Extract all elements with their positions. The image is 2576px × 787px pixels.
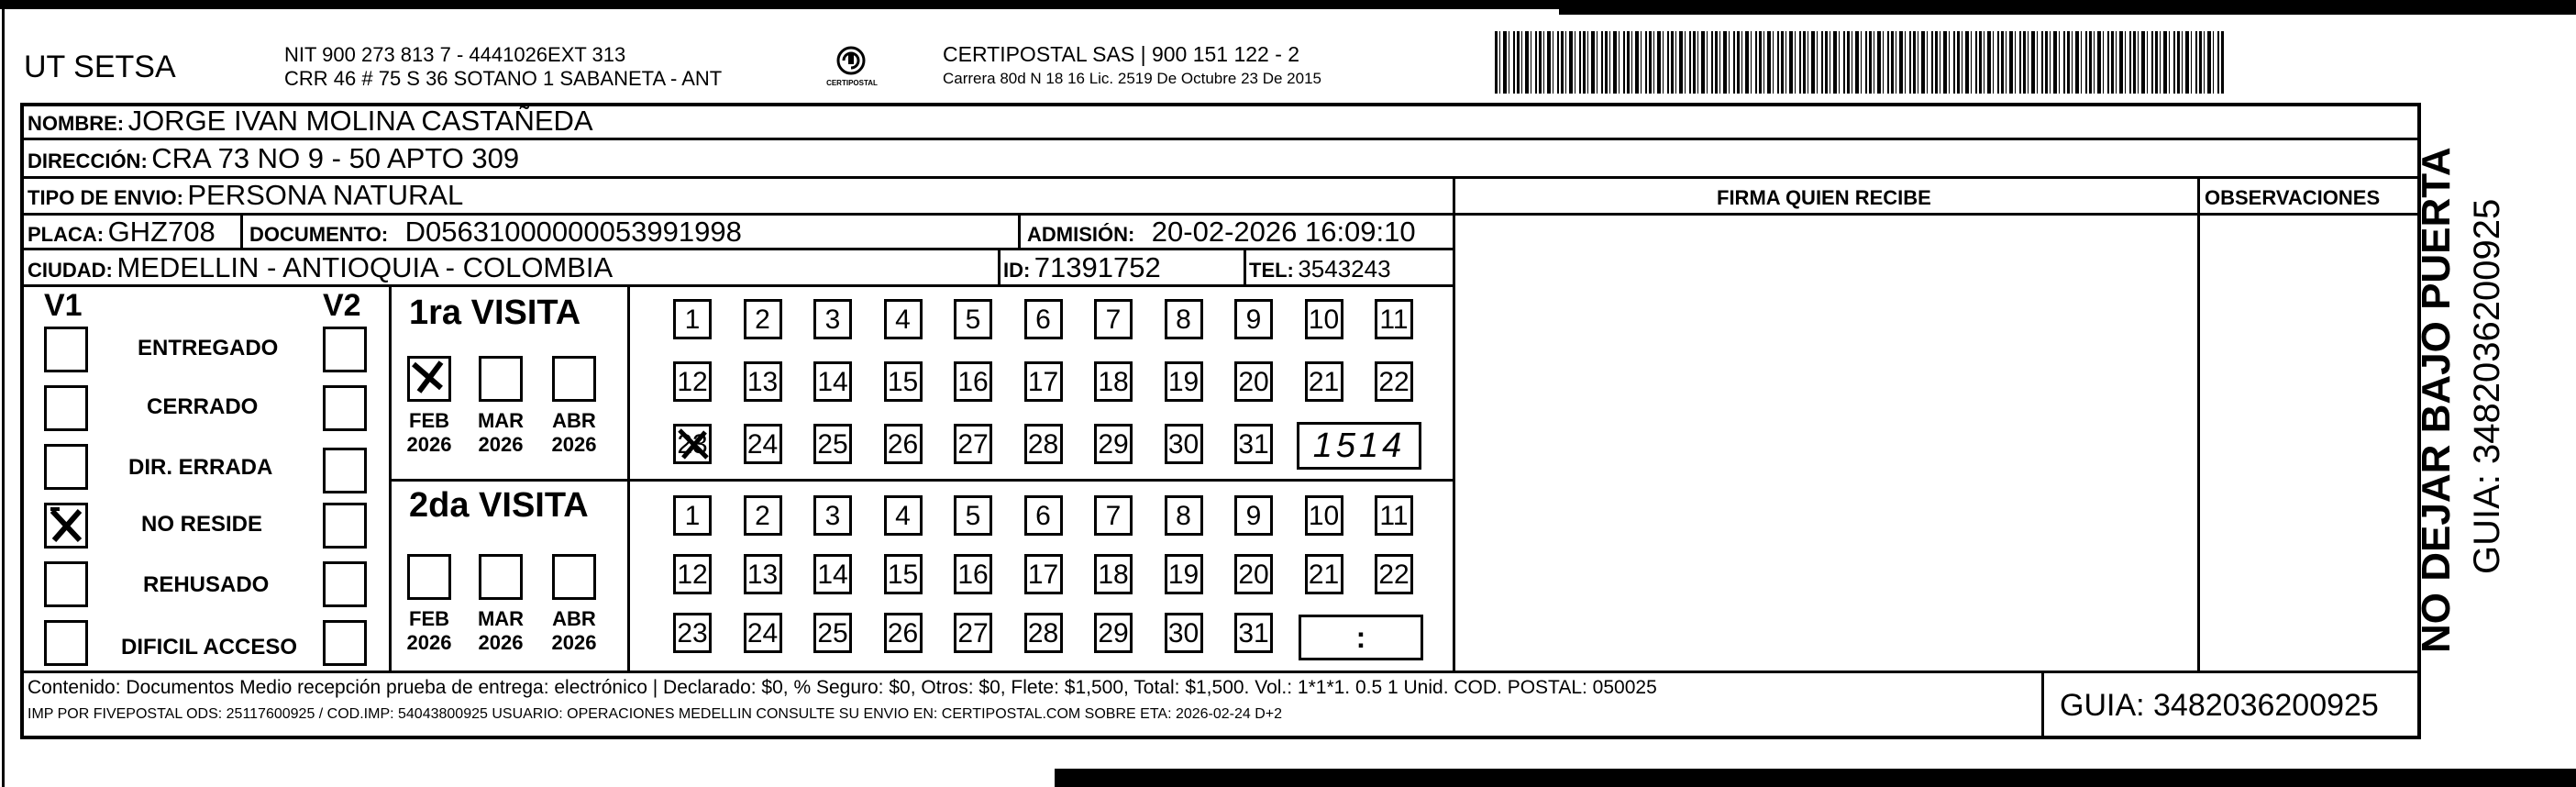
v1-entregado-checkbox[interactable] xyxy=(44,327,88,372)
visita1-feb-label: FEB 2026 xyxy=(406,409,452,456)
v1-no-reside-checkbox[interactable] xyxy=(44,503,88,549)
visita2-mar-label: MAR 2026 xyxy=(477,607,525,654)
v2-dir-errada-checkbox[interactable] xyxy=(323,448,367,493)
placa-label: PLACA: xyxy=(28,223,105,246)
documento-label: DOCUMENTO: xyxy=(249,223,389,246)
contenido-line: Contenido: Documentos Medio recepción prueba de entrega: electrónico | Declarado: $0, % Seguro: $0, Otros: $0, Flete: $1,500, Total: $1,500. Vol.: 1*1*1. 0.5 1 Unid. COD. POSTAL: 050025 xyxy=(28,677,1657,698)
visita1-day-3[interactable]: 3 xyxy=(813,299,852,339)
visita2-day-5[interactable]: 5 xyxy=(954,495,992,536)
visita1-day-2[interactable]: 2 xyxy=(744,299,782,339)
direccion-row xyxy=(28,142,519,175)
no-reside-label: NO RESIDE xyxy=(141,512,263,537)
visita1-mar-checkbox[interactable] xyxy=(479,356,523,402)
col-divider xyxy=(240,213,243,249)
certipostal-line: CERTIPOSTAL SAS | 900 151 122 - 2 xyxy=(943,42,1300,66)
visita1-day-8[interactable]: 8 xyxy=(1165,299,1203,339)
visita2-time-box[interactable]: : xyxy=(1299,615,1423,660)
visita2-day-10[interactable]: 10 xyxy=(1305,495,1343,536)
visita1-day-16[interactable]: 16 xyxy=(954,361,992,402)
visita2-day-29[interactable]: 29 xyxy=(1094,613,1133,653)
visita1-day-15[interactable]: 15 xyxy=(884,361,923,402)
v2-rehusado-checkbox[interactable] xyxy=(323,561,367,607)
visita2-feb-checkbox[interactable] xyxy=(407,554,451,600)
visita2-day-6[interactable]: 6 xyxy=(1024,495,1063,536)
visita1-abr-checkbox[interactable] xyxy=(552,356,596,402)
v1-dir-errada-checkbox[interactable] xyxy=(44,444,88,490)
id-value: 71391752 xyxy=(1034,251,1161,283)
col-divider xyxy=(389,284,392,671)
visita1-day-13[interactable]: 13 xyxy=(744,361,782,402)
visita2-day-30[interactable]: 30 xyxy=(1165,613,1203,653)
v1-rehusado-checkbox[interactable] xyxy=(44,561,88,607)
col-divider xyxy=(1244,248,1246,284)
dir-errada-label: DIR. ERRADA xyxy=(128,455,273,480)
visita1-day-1[interactable]: 1 xyxy=(673,299,712,339)
visita1-time-box[interactable]: 1514 xyxy=(1297,422,1421,470)
col-divider xyxy=(2197,176,2200,671)
firma-header: FIRMA QUIEN RECIBE xyxy=(1717,186,1931,209)
id-row xyxy=(1003,251,1161,284)
barcode xyxy=(1495,31,2224,94)
col-divider xyxy=(1018,213,1021,249)
visita2-day-14[interactable]: 14 xyxy=(813,554,852,594)
placa-value: GHZ708 xyxy=(107,216,216,248)
nombre-label: NOMBRE: xyxy=(28,112,125,135)
company-name: UT SETSA xyxy=(24,50,176,84)
nombre-row xyxy=(28,105,593,138)
v2-no-reside-checkbox[interactable] xyxy=(323,503,367,549)
visita2-day-20[interactable]: 20 xyxy=(1234,554,1273,594)
check-x-icon xyxy=(676,427,713,463)
row-divider xyxy=(20,284,1453,287)
ciudad-row xyxy=(28,251,613,284)
visita1-title: 1ra VISITA xyxy=(409,294,581,332)
visita2-day-17[interactable]: 17 xyxy=(1024,554,1063,594)
col-divider xyxy=(2041,671,2044,739)
id-label: ID: xyxy=(1003,259,1031,282)
visita1-day-25[interactable]: 25 xyxy=(813,424,852,464)
visita2-day-24[interactable]: 24 xyxy=(744,613,782,653)
ciudad-label: CIUDAD: xyxy=(28,259,113,282)
check-x-icon xyxy=(47,505,85,546)
nit-line: NIT 900 273 813 7 - 4441026EXT 313 xyxy=(284,43,626,66)
tel-row xyxy=(1249,255,1391,283)
address-line: CRR 46 # 75 S 36 SOTANO 1 SABANETA - ANT xyxy=(284,67,723,90)
visita-divider xyxy=(389,479,1453,482)
col-divider xyxy=(1453,176,1455,671)
license-line: Carrera 80d N 18 16 Lic. 2519 De Octubre 23 De 2015 xyxy=(943,70,1321,87)
visita1-day-14[interactable]: 14 xyxy=(813,361,852,402)
visita1-day-31[interactable]: 31 xyxy=(1234,424,1273,464)
visita1-day-27[interactable]: 27 xyxy=(954,424,992,464)
visita1-day-24[interactable]: 24 xyxy=(744,424,782,464)
visita1-day-6[interactable]: 6 xyxy=(1024,299,1063,339)
row-divider xyxy=(20,671,2421,673)
certipostal-logo xyxy=(824,40,879,95)
v2-entregado-checkbox[interactable] xyxy=(323,327,367,372)
visita1-day-21[interactable]: 21 xyxy=(1305,361,1343,402)
visita2-day-21[interactable]: 21 xyxy=(1305,554,1343,594)
dificil-acceso-label: DIFICIL ACCESO xyxy=(121,635,298,660)
footer-guia: GUIA: 3482036200925 xyxy=(2060,688,2379,723)
visita1-day-23[interactable]: 23 xyxy=(673,424,712,464)
visita2-day-3[interactable]: 3 xyxy=(813,495,852,536)
documento-value: D05631000000053991998 xyxy=(404,216,742,248)
visita1-day-7[interactable]: 7 xyxy=(1094,299,1133,339)
tipo-row xyxy=(28,179,463,212)
visita2-day-22[interactable]: 22 xyxy=(1375,554,1413,594)
visita1-feb-checkbox[interactable] xyxy=(407,356,451,402)
bottom-border xyxy=(1055,769,2576,787)
v2-dificil-acceso-checkbox[interactable] xyxy=(323,620,367,666)
side-guia: GUIA: 3482036200925 xyxy=(2467,198,2507,574)
visita1-day-22[interactable]: 22 xyxy=(1375,361,1413,402)
placa-row xyxy=(28,216,216,249)
check-x-icon xyxy=(410,359,448,399)
col-divider xyxy=(998,248,1001,284)
visita1-mar-label: MAR 2026 xyxy=(477,409,525,456)
visita2-day-27[interactable]: 27 xyxy=(954,613,992,653)
admision-label: ADMISIÓN: xyxy=(1027,223,1135,246)
nombre-value: JORGE IVAN MOLINA CASTAÑEDA xyxy=(127,105,593,137)
visita2-day-16[interactable]: 16 xyxy=(954,554,992,594)
tipo-value: PERSONA NATURAL xyxy=(187,179,464,211)
visita1-day-12[interactable]: 12 xyxy=(673,361,712,402)
visita1-day-29[interactable]: 29 xyxy=(1094,424,1133,464)
row-divider xyxy=(20,138,2421,140)
visita2-day-2[interactable]: 2 xyxy=(744,495,782,536)
visita1-day-4[interactable]: 4 xyxy=(884,299,923,339)
tel-label: TEL: xyxy=(1249,259,1294,282)
visita2-day-8[interactable]: 8 xyxy=(1165,495,1203,536)
visita1-day-28[interactable]: 28 xyxy=(1024,424,1063,464)
visita2-day-11[interactable]: 11 xyxy=(1375,495,1413,536)
visita2-title: 2da VISITA xyxy=(409,486,589,525)
visita2-day-4[interactable]: 4 xyxy=(884,495,923,536)
visita2-day-12[interactable]: 12 xyxy=(673,554,712,594)
visita1-day-17[interactable]: 17 xyxy=(1024,361,1063,402)
visita1-abr-label: ABR 2026 xyxy=(551,409,597,456)
visita2-feb-label: FEB 2026 xyxy=(406,607,452,654)
observaciones-header: OBSERVACIONES xyxy=(2205,186,2381,209)
visita1-day-30[interactable]: 30 xyxy=(1165,424,1203,464)
visita2-day-25[interactable]: 25 xyxy=(813,613,852,653)
visita1-day-20[interactable]: 20 xyxy=(1234,361,1273,402)
visita1-day-19[interactable]: 19 xyxy=(1165,361,1203,402)
visita2-day-31[interactable]: 31 xyxy=(1234,613,1273,653)
direccion-value: CRA 73 NO 9 - 50 APTO 309 xyxy=(151,142,520,174)
v1-dificil-acceso-checkbox[interactable] xyxy=(44,620,88,666)
entregado-label: ENTREGADO xyxy=(138,336,279,360)
visita1-day-9[interactable]: 9 xyxy=(1234,299,1273,339)
admision-row xyxy=(1027,216,1416,249)
visita2-day-1[interactable]: 1 xyxy=(673,495,712,536)
visita2-day-9[interactable]: 9 xyxy=(1234,495,1273,536)
visita2-abr-label: ABR 2026 xyxy=(551,607,597,654)
left-border xyxy=(2,0,5,787)
visita1-day-11[interactable]: 11 xyxy=(1375,299,1413,339)
visita2-day-28[interactable]: 28 xyxy=(1024,613,1063,653)
tipo-label: TIPO DE ENVIO: xyxy=(28,186,183,209)
cerrado-label: CERRADO xyxy=(147,394,259,419)
direccion-label: DIRECCIÓN: xyxy=(28,150,148,172)
documento-row xyxy=(249,216,742,249)
visita2-day-15[interactable]: 15 xyxy=(884,554,923,594)
visita2-day-7[interactable]: 7 xyxy=(1094,495,1133,536)
visita2-mar-checkbox[interactable] xyxy=(479,554,523,600)
imp-line: IMP POR FIVEPOSTAL ODS: 25117600925 / COD.IMP: 54043800925 USUARIO: OPERACIONES MEDELLIN CONSULTE SU ENVIO EN: CERTIPOSTAL.COM SOBRE ETA: 2026-02-24 D+2 xyxy=(28,706,1283,722)
visita2-day-13[interactable]: 13 xyxy=(744,554,782,594)
v1-label: V1 xyxy=(44,288,83,323)
top-border-thick xyxy=(1559,0,2576,15)
visita1-day-5[interactable]: 5 xyxy=(954,299,992,339)
visita2-day-26[interactable]: 26 xyxy=(884,613,923,653)
no-dejar-text: NO DEJAR BAJO PUERTA xyxy=(2414,147,2459,653)
tel-value: 3543243 xyxy=(1298,255,1391,283)
visita1-day-10[interactable]: 10 xyxy=(1305,299,1343,339)
v1-cerrado-checkbox[interactable] xyxy=(44,385,88,431)
rehusado-label: REHUSADO xyxy=(143,572,270,597)
visita1-day-26[interactable]: 26 xyxy=(884,424,923,464)
visita2-day-23[interactable]: 23 xyxy=(673,613,712,653)
visita1-day-18[interactable]: 18 xyxy=(1094,361,1133,402)
visita2-day-19[interactable]: 19 xyxy=(1165,554,1203,594)
visita2-abr-checkbox[interactable] xyxy=(552,554,596,600)
admision-value: 20-02-2026 16:09:10 xyxy=(1151,216,1416,248)
ciudad-value: MEDELLIN - ANTIOQUIA - COLOMBIA xyxy=(116,251,614,283)
visita2-day-18[interactable]: 18 xyxy=(1094,554,1133,594)
logo-text: CERTIPOSTAL xyxy=(826,79,878,87)
v2-label: V2 xyxy=(323,288,361,323)
v2-cerrado-checkbox[interactable] xyxy=(323,385,367,431)
col-divider xyxy=(627,284,630,671)
